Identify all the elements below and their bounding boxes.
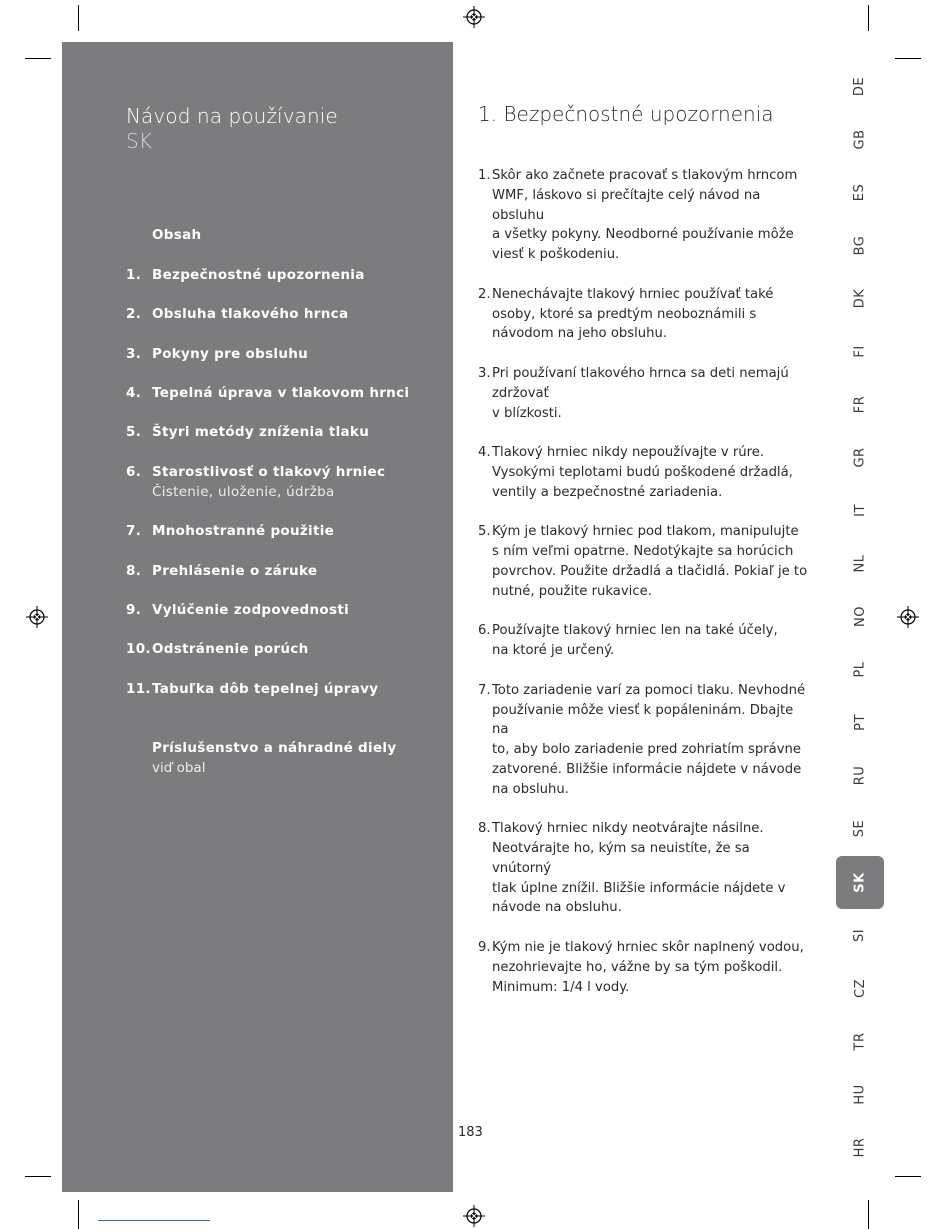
safety-notice-text: Používajte tlakový hrniec len na také účely, na ktoré je určený. [492,623,778,659]
toc-item-label: Vylúčenie zodpovednosti [152,602,349,618]
toc-item-label: Štyri metódy zníženia tlaku [152,424,370,440]
registration-mark-icon [26,606,48,628]
safety-notice-text: Pri používaní tlakového hrnca sa deti nemajú zdržovať v blízkosti. [492,365,789,421]
language-tab-label: HU [852,1084,868,1105]
manual-title: Návod na používanie [126,104,338,128]
safety-notice-text: Kým je tlakový hrniec pod tlakom, manipulujte s ním veľmi opatrne. Nedotýkajte sa horúcich povrchov. Použite držadlá a tlačidlá. Pokiaľ je to nutné, použite rukavice. [492,524,808,599]
language-tab-label: SK [852,872,868,893]
accessories-label: Príslušenstvo a náhradné diely [152,740,397,756]
language-tab-label: DE [852,76,868,97]
language-tab-ru[interactable] [836,749,884,802]
toc-heading: Obsah [152,227,202,243]
safety-notice-item [478,443,808,502]
crop-mark [895,58,921,59]
safety-notice-number: 2. [478,286,491,302]
safety-notice-number: 1. [478,168,491,183]
toc-item-number: 2. [126,306,142,322]
language-tab-es[interactable] [836,166,884,219]
language-tab-pl[interactable] [836,643,884,696]
language-tab-label: FI [852,345,868,358]
language-tab-pt[interactable] [836,696,884,749]
toc-item-label: Bezpečnostné upozornenia [152,267,365,283]
safety-notice-text: Nenechávajte tlakový hrniec používať také osoby, ktoré sa predtým neoboznámili s návodom na jeho obsluhu. [492,286,774,342]
safety-notice-number: 8. [478,821,491,837]
safety-notice-text: Skôr ako začnete pracovať s tlakovým hrncom WMF, láskovo si prečítajte celý návod na obsluhu a všetky pokyny. Neodborné používanie môže viesť k poškodeniu. [492,168,798,263]
toc-item-number: 7. [126,523,142,539]
language-tab-label: SI [852,928,868,943]
language-tab-tr[interactable] [836,1015,884,1068]
crop-mark [25,58,51,59]
language-tab-label: RU [852,765,868,786]
safety-notice-number: 6. [478,623,491,639]
language-tab-label: PL [852,661,868,678]
crop-mark [25,1176,51,1177]
toc-item-number: 6. [126,464,142,480]
language-tab-label: GB [852,129,868,150]
language-tab-label: SE [852,819,868,838]
language-tab-label: DK [852,288,868,309]
language-tab-sk[interactable] [836,856,884,909]
manual-language: SK [126,129,152,153]
toc-item-number: 4. [126,385,142,401]
toc-item-label: Tepelná úprava v tlakovom hrnci [152,385,410,401]
safety-notice-item [478,681,808,800]
safety-notice-item [478,364,808,423]
language-tab-no[interactable] [836,590,884,643]
toc-item-label: Starostlivosť o tlakový hrniec [152,464,386,480]
toc-item-label: Prehlásenie o záruke [152,563,318,579]
language-tab-label: GR [852,447,868,468]
safety-notice-number: 5. [478,524,491,540]
toc-item-number: 5. [126,424,142,440]
language-tab-label: TR [852,1032,868,1051]
language-tab-gr[interactable] [836,431,884,484]
safety-notice-item [478,621,808,661]
crop-mark [78,5,79,31]
table-of-contents-panel [62,42,453,1192]
toc-item-label: Odstránenie porúch [152,641,309,657]
language-tab-label: IT [852,504,868,517]
safety-notice-text: Toto zariadenie varí za pomoci tlaku. Nevhodné používanie môže viesť k popáleninám. Dbajte na to, aby bolo zariadenie pred zohriatím správne zatvorené. Bližšie informácie nájdete v návode na obsluhu. [492,682,806,797]
registration-mark-icon [897,606,919,628]
safety-notice-item [478,166,808,265]
toc-item-number: 3. [126,346,142,362]
safety-notice-number: 3. [478,365,491,381]
language-tab-bg[interactable] [836,219,884,272]
toc-item-label: Obsluha tlakového hrnca [152,306,349,322]
crop-mark [78,1200,79,1229]
language-tab-label: PT [852,714,868,731]
language-tab-cz[interactable] [836,962,884,1015]
safety-notice-number: 4. [478,445,491,461]
language-tab-hr[interactable] [836,1121,884,1174]
safety-notice-text: Tlakový hrniec nikdy nepoužívajte v rúre. Vysokými teplotami budú poškodené držadlá, ventily a bezpečnostné zariadenia. [492,445,793,500]
language-tab-de[interactable] [836,60,884,113]
language-tab-label: BG [852,235,868,256]
toc-item-number: 9. [126,602,142,618]
toc-item-number: 11. [126,681,151,697]
language-tab-label: NL [852,554,868,573]
safety-notice-item [478,819,808,918]
language-tab-se[interactable] [836,802,884,855]
accessories-note: viď obal [152,760,206,776]
language-tab-label: NO [852,606,868,627]
safety-notice-item [478,522,808,601]
safety-notice-text: Kým nie je tlakový hrniec skôr naplnený vodou, nezohrievajte ho, vážne by sa tým poškodil. Minimum: 1/4 l vody. [492,940,804,995]
language-tab-fr[interactable] [836,378,884,431]
language-tab-label: CZ [852,979,868,998]
language-tab-it[interactable] [836,484,884,537]
safety-notice-text: Tlakový hrniec nikdy neotvárajte násilne. Neotvárajte ho, kým sa neuistíte, že sa vnútorný tlak úplne znížil. Bližšie informácie nájdete v návode na obsluhu. [492,821,786,916]
crop-mark [895,1176,921,1177]
safety-notice-item [478,285,808,344]
crop-mark [868,1200,869,1229]
language-tab-fi[interactable] [836,325,884,378]
page-number: 183 [458,1125,483,1140]
registration-mark-icon [463,6,485,28]
toc-item-sublabel: Čistenie, uloženie, údržba [152,484,335,500]
toc-item-label: Pokyny pre obsluhu [152,346,309,362]
toc-item-label: Tabuľka dôb tepelnej úpravy [152,681,379,697]
language-tab-label: FR [852,395,868,414]
toc-item-label: Mnohostranné použitie [152,523,335,539]
crop-mark [868,5,869,31]
language-tab-dk[interactable] [836,272,884,325]
language-tab-label: ES [852,183,868,202]
language-tab-hu[interactable] [836,1068,884,1121]
language-tab-si[interactable] [836,909,884,962]
language-tab-label: HR [852,1137,868,1158]
toc-item-number: 8. [126,563,142,579]
toc-item-number: 10. [126,641,151,657]
language-tab-nl[interactable] [836,537,884,590]
safety-notice-number: 7. [478,682,491,698]
section-title: 1. Bezpečnostné upozornenia [478,102,774,126]
safety-notice-item [478,938,808,997]
footer-link-underline [98,1220,210,1221]
toc-item-number: 1. [126,267,142,283]
registration-mark-icon [463,1205,485,1227]
safety-notice-list [478,166,808,1017]
safety-notice-number: 9. [478,940,491,956]
language-tab-gb[interactable] [836,113,884,166]
